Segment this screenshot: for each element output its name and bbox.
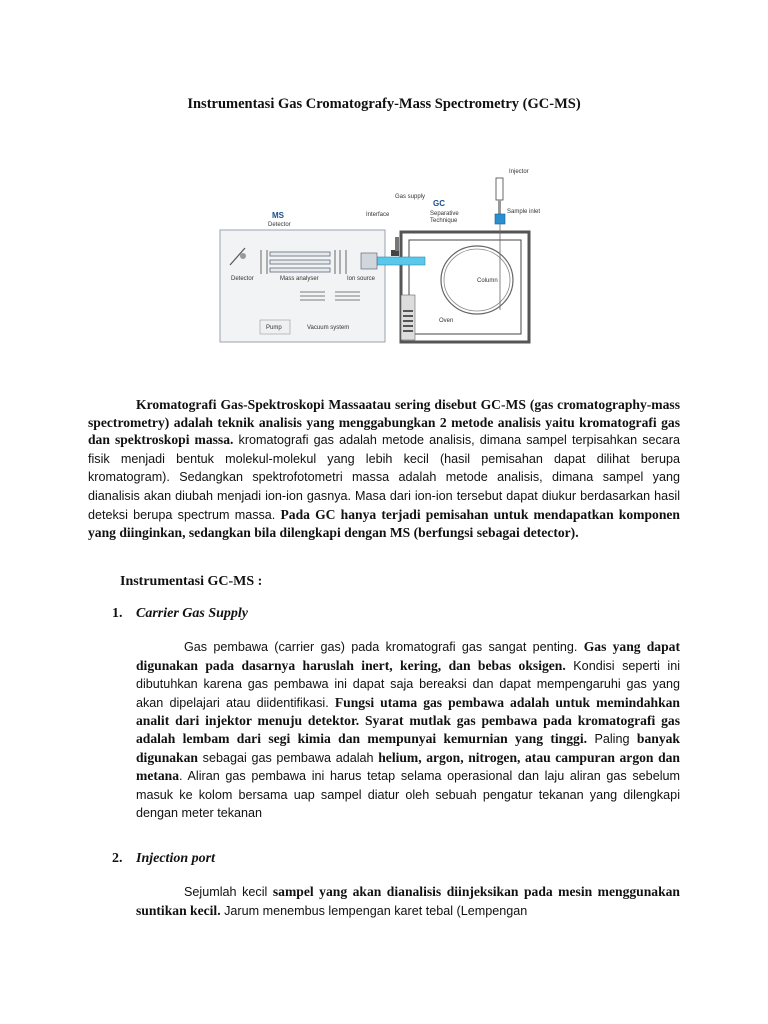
svg-text:Detector: Detector — [231, 276, 254, 282]
para-fragment: Kondisi seperti ini dibutuhkan karena gas pembawa ini dapat saja bereaksi dan dapat mempengaruhi gas yang akan dipelajari atau diidentifikasi. — [136, 658, 680, 710]
para-fragment: Jarum menembus lempengan karet tebal (Lempengan — [220, 903, 528, 918]
svg-text:Oven: Oven — [439, 318, 454, 324]
svg-text:Technique: Technique — [430, 218, 458, 224]
svg-text:Pump: Pump — [266, 325, 282, 331]
interface-line — [377, 257, 425, 265]
document-title: Instrumentasi Gas Cromatografy-Mass Spectrometry (GC-MS) — [187, 96, 581, 112]
label-ms: MS — [272, 211, 284, 220]
svg-text:Injector: Injector — [509, 169, 529, 175]
section-heading: Instrumentasi GC-MS : — [120, 574, 263, 589]
para-fragment: sampel yang akan dianalisis diinjeksikan pada mesin menggunakan suntikan kecil. — [136, 884, 680, 918]
para-fragment: . Aliran gas pembawa ini harus tetap selama operasional dan laju aliran gas sebelum masuk ke kolom bersama uap sampel diatur oleh sebuah pengatur tekanan yang dilengkapi dengan meter tekanan — [136, 769, 680, 821]
para-fragment: Sejumlah kecil — [184, 885, 273, 899]
para-fragment: Paling — [587, 731, 637, 746]
label-gc: GC — [433, 199, 445, 208]
intro-paragraph: Kromatografi Gas-Spektroskopi Massaatau sering disebut GC-MS (gas cromatography-mass spectrometry) adalah teknik analisis yang menggabungkan 2 metode analisis yaitu kromatografi gas dan spektroskopi massa. kromatografi gas adalah metode analisis, dimana sampel terpisahkan secara fisik menjadi bentuk molekul-molekul yang lebih kecil (hasil pemisahan dapat dilihat berupa kromatogram). Sedangkan spektrofotometri massa adalah metode analisis, dimana sampel yang dianalisis akan diubah menjadi ion-ion gasnya. Masa dari ion-ion tersebut dapat diukur berdasarkan hasil deteksi berupa spectrum massa. Pada GC hanya terjadi pemisahan untuk mendapatkan komponen yang diinginkan, sedangkan bila dilengkapi dengan MS (berfungsi sebagai detector). — [88, 397, 681, 541]
para-fragment: banyak digunakan — [136, 730, 680, 765]
svg-text:Interface: Interface — [366, 212, 390, 218]
carrier-gas-paragraph — [136, 638, 680, 823]
para-fragment: sebagai gas pembawa adalah — [197, 750, 379, 765]
svg-text:Vacuum system: Vacuum system — [307, 325, 350, 331]
ms-unit-box — [220, 230, 385, 342]
list-item-injection-port: 2. Injection port — [112, 851, 215, 866]
gcms-diagram — [215, 160, 541, 345]
svg-text:Sample inlet: Sample inlet — [507, 209, 541, 215]
list-item-carrier-gas: 1. Carrier Gas Supply — [112, 606, 249, 621]
injector-syringe — [496, 178, 503, 200]
para-fragment: Fungsi utama gas pembawa adalah untuk memindahkan analit dari injektor menuju detektor. Syarat mutlak gas pembawa pada kromatografi gas adalah lembam dari segi kimia dan mempunyai kemurnian yang tinggi. — [136, 694, 680, 746]
svg-text:Detector: Detector — [268, 222, 291, 228]
svg-text:Column: Column — [477, 278, 498, 284]
svg-text:Separative: Separative — [430, 211, 459, 217]
para-fragment: Gas pembawa (carrier gas) pada kromatografi gas sangat penting. — [184, 640, 584, 654]
para-fragment: Gas yang dapat digunakan pada dasarnya haruslah inert, kering, dan bebas oksigen. — [136, 639, 680, 673]
svg-text:Mass analyser: Mass analyser — [280, 276, 319, 282]
para-fragment: helium, argon, nitrogen, atau campuran argon dan metana — [136, 749, 680, 784]
injection-port-paragraph — [136, 883, 680, 920]
svg-text:Ion source: Ion source — [347, 276, 376, 282]
svg-text:Gas supply: Gas supply — [395, 194, 426, 200]
